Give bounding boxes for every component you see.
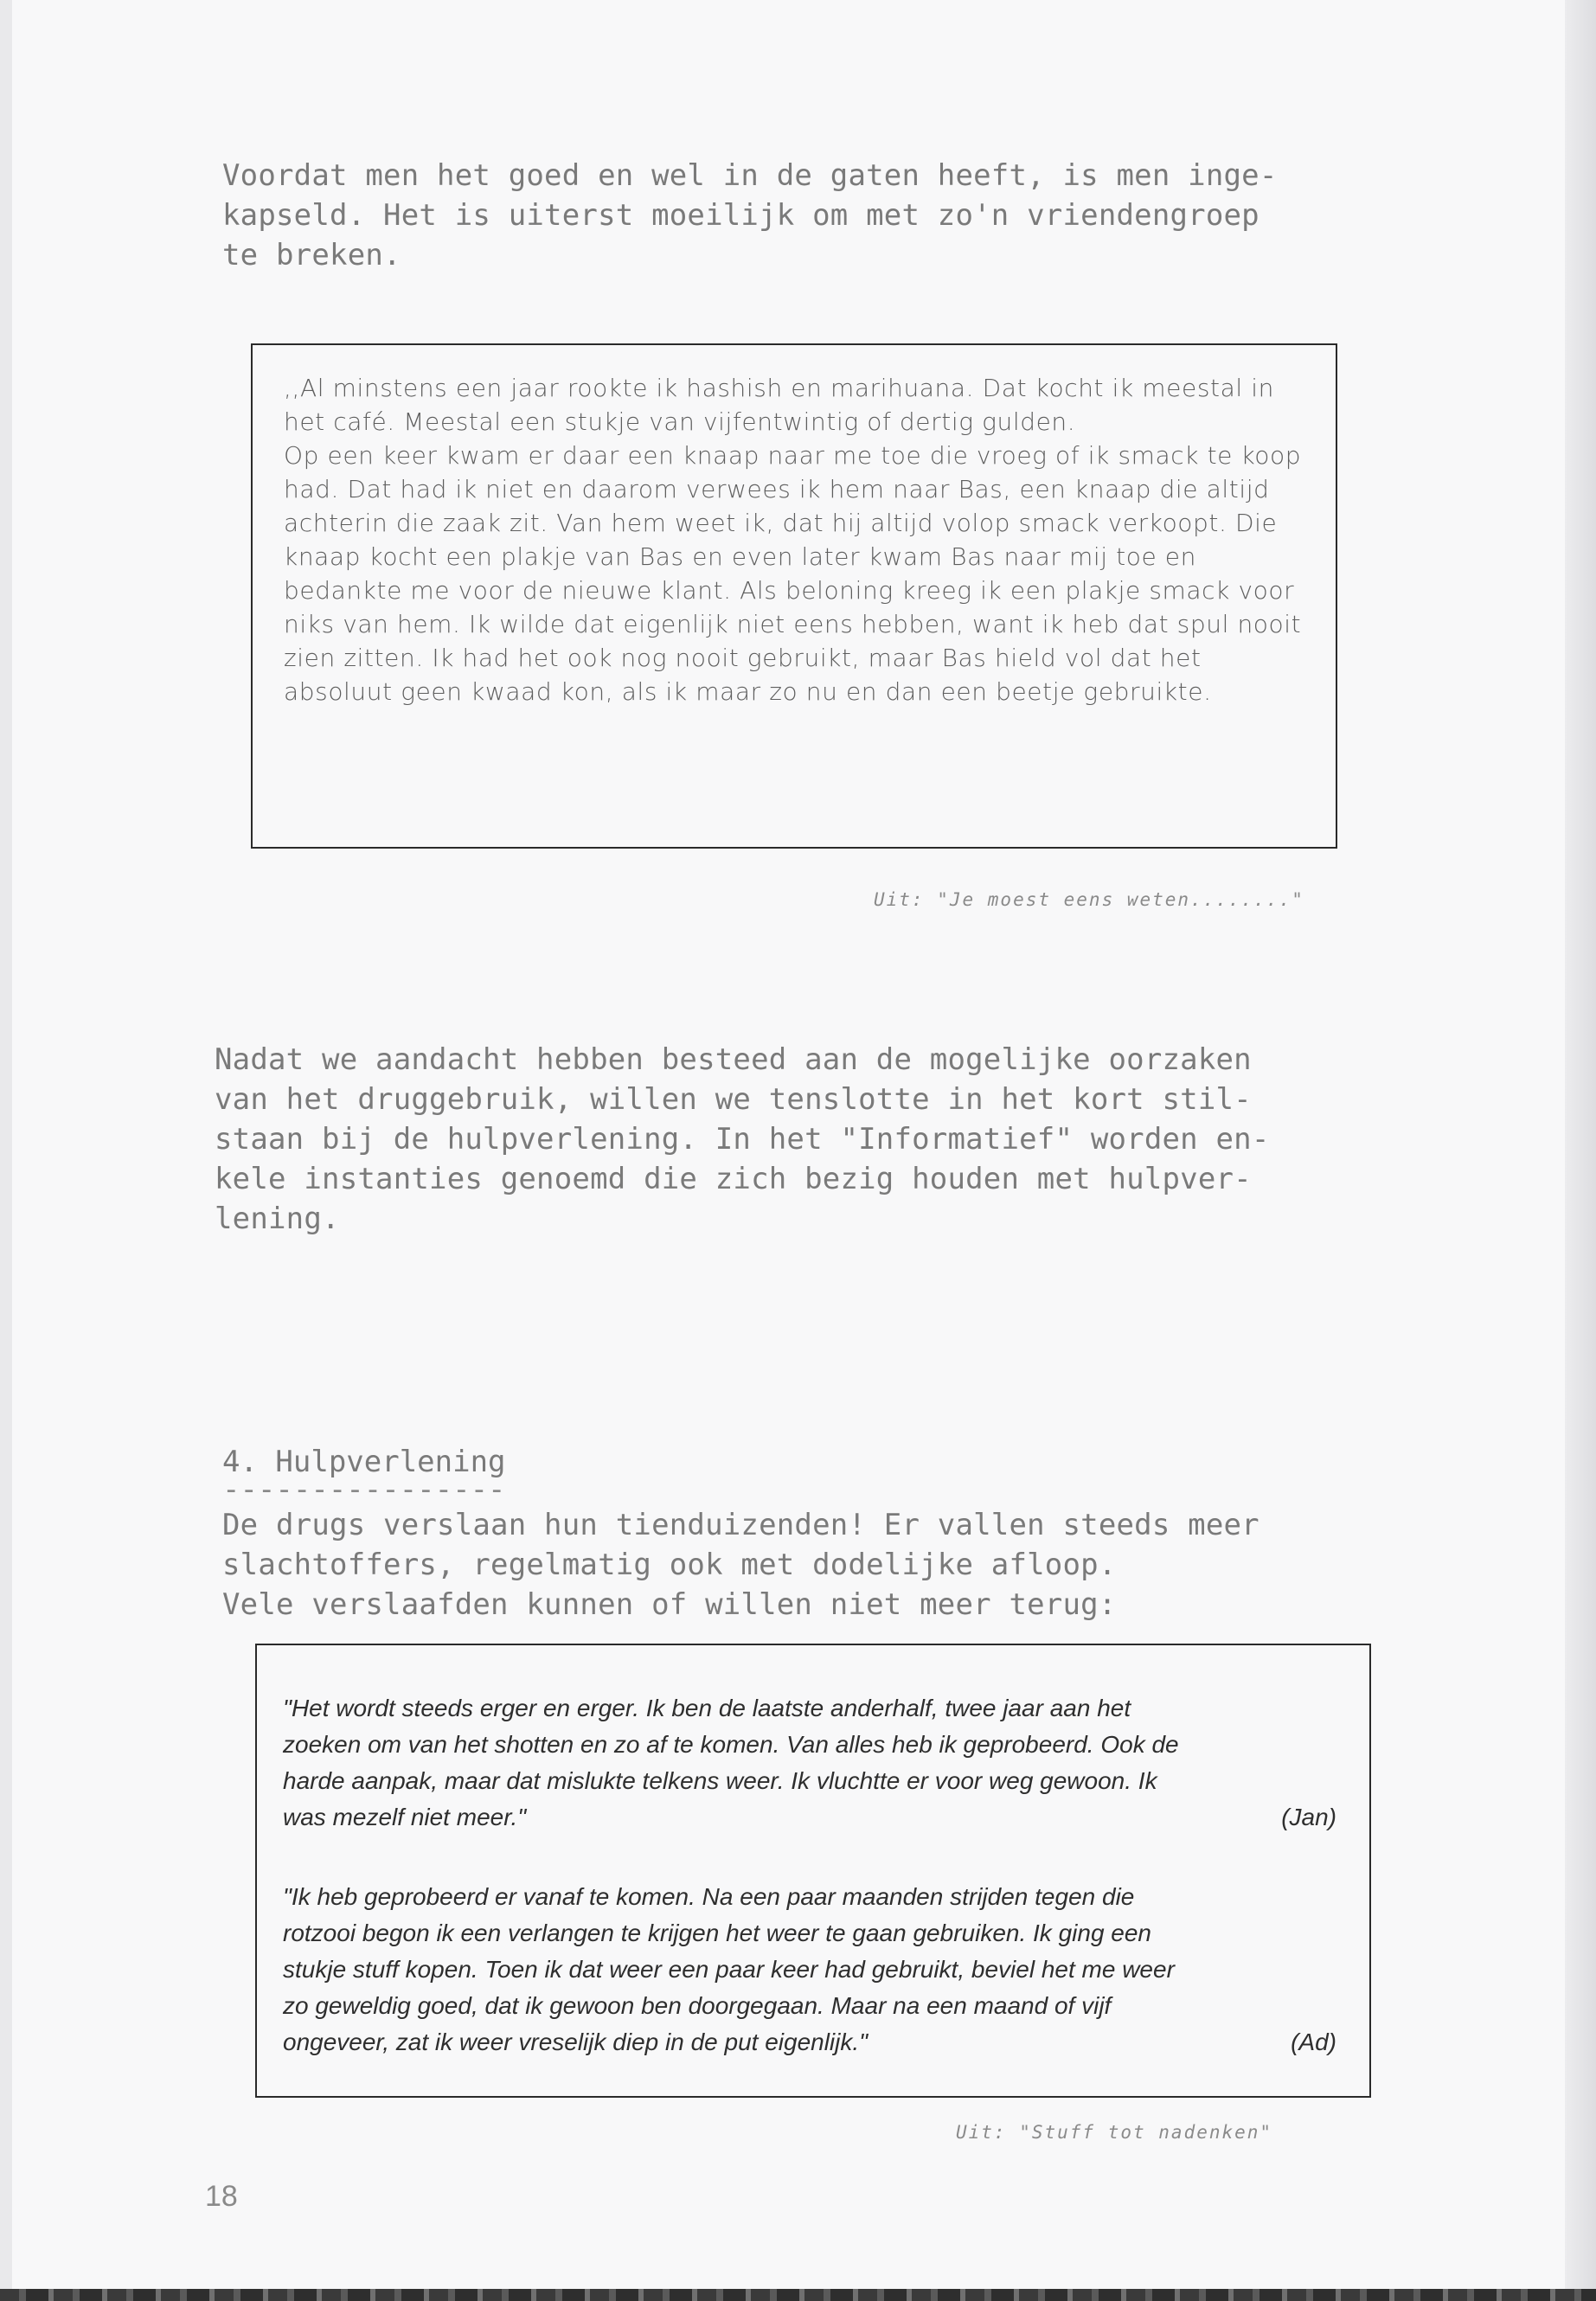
quote-jan xyxy=(283,1690,1336,1836)
paragraph-top xyxy=(222,156,1278,275)
paragraph-middle xyxy=(215,1040,1270,1239)
quote-attribution-2: Uit: "Stuff tot nadenken" xyxy=(956,2122,1273,2143)
quote-line: "Het wordt steeds erger en erger. Ik ben de laatste anderhalf, twee jaar aan het xyxy=(283,1695,1131,1721)
page-number: 18 xyxy=(205,2180,238,2213)
quote-line: ongeveer, zat ik weer vreselijk diep in de put eigenlijk." xyxy=(283,2029,869,2055)
section-heading xyxy=(222,1443,506,1507)
page-edge-shadow xyxy=(1565,0,1596,2301)
text-line: te breken. xyxy=(222,238,401,272)
quote-line: "Ik heb geprobeerd er vanaf te komen. Na een paar maanden strijden tegen die xyxy=(283,1883,1135,1910)
quote-ad xyxy=(283,1879,1336,2061)
quote-author: (Ad) xyxy=(1291,2029,1336,2055)
heading-underline: ---------------- xyxy=(222,1472,506,1507)
quote-line: zoeken om van het shotten en zo af te komen. Van alles heb ik geprobeerd. Ook de xyxy=(283,1731,1179,1758)
paragraph-section xyxy=(222,1505,1259,1625)
text-line: De drugs verslaan hun tienduizenden! Er vallen steeds meer xyxy=(222,1508,1259,1542)
text-line: slachtoffers, regelmatig ook met dodelijke afloop. xyxy=(222,1548,1117,1582)
quote-line: zo geweldig goed, dat ik gewoon ben doorgegaan. Maar na een maand of vijf xyxy=(283,1992,1112,2019)
text-line: Nadat we aandacht hebben besteed aan de mogelijke oorzaken xyxy=(215,1042,1252,1077)
quote-author: (Jan) xyxy=(1281,1804,1336,1830)
quote-line: rotzooi begon ik een verlangen te krijgen het weer te gaan gebruiken. Ik ging een xyxy=(283,1920,1152,1946)
text-line: lening. xyxy=(215,1202,340,1236)
text-line: Vele verslaafden kunnen of willen niet meer terug: xyxy=(222,1587,1117,1622)
scan-bottom-edge xyxy=(0,2289,1596,2301)
text-line: staan bij de hulpverlening. In het "Informatief" worden en- xyxy=(215,1122,1270,1157)
quote-line: was mezelf niet meer." xyxy=(283,1804,527,1830)
text-line: Voordat men het goed en wel in de gaten heeft, is men inge- xyxy=(222,158,1278,193)
quote-attribution-1: Uit: "Je moest eens weten........" xyxy=(874,889,1304,910)
text-line: kele instanties genoemd die zich bezig houden met hulpver- xyxy=(215,1162,1252,1196)
text-line: kapseld. Het is uiterst moeilijk om met zo'n vriendengroep xyxy=(222,198,1259,233)
quote-line: stukje stuff kopen. Toen ik dat weer een paar keer had gebruikt, beviel het me weer xyxy=(283,1956,1175,1983)
quote-paragraph: Op een keer kwam er daar een knaap naar me toe die vroeg of ik smack te koop had. Dat had ik niet en daarom verwees ik hem naar Bas, een knaap die altijd achterin die zaak zit. Van hem weet ik, dat hij altijd volop smack verkoopt. Die knaap kocht een plakje van Bas en even later kwam Bas naar mij toe en bedankte me voor de nieuwe klant. Als beloning kreeg ik een plakje smack voor niks van hem. Ik wilde dat eigenlijk niet eens hebben, want ik heb dat spul nooit zien zitten. Ik had het ook nog nooit gebruikt, maar Bas hield vol dat het absoluut geen kwaad kon, als ik maar zo nu en dan een beetje gebruikte. xyxy=(284,441,1302,706)
quote-line: harde aanpak, maar dat mislukte telkens weer. Ik vluchtte er voor weg gewoon. Ik xyxy=(283,1767,1157,1794)
heading-title: 4. Hulpverlening xyxy=(222,1445,506,1479)
text-line: van het druggebruik, willen we tenslotte in het kort stil- xyxy=(215,1082,1252,1117)
quote-box-1 xyxy=(251,343,1337,849)
quote-paragraph: ,,Al minstens een jaar rookte ik hashish en marihuana. Dat kocht ik meestal in het café. Meestal een stukje van vijfentwintig of dertig gulden. xyxy=(284,374,1274,436)
quote-box-2 xyxy=(255,1644,1371,2098)
